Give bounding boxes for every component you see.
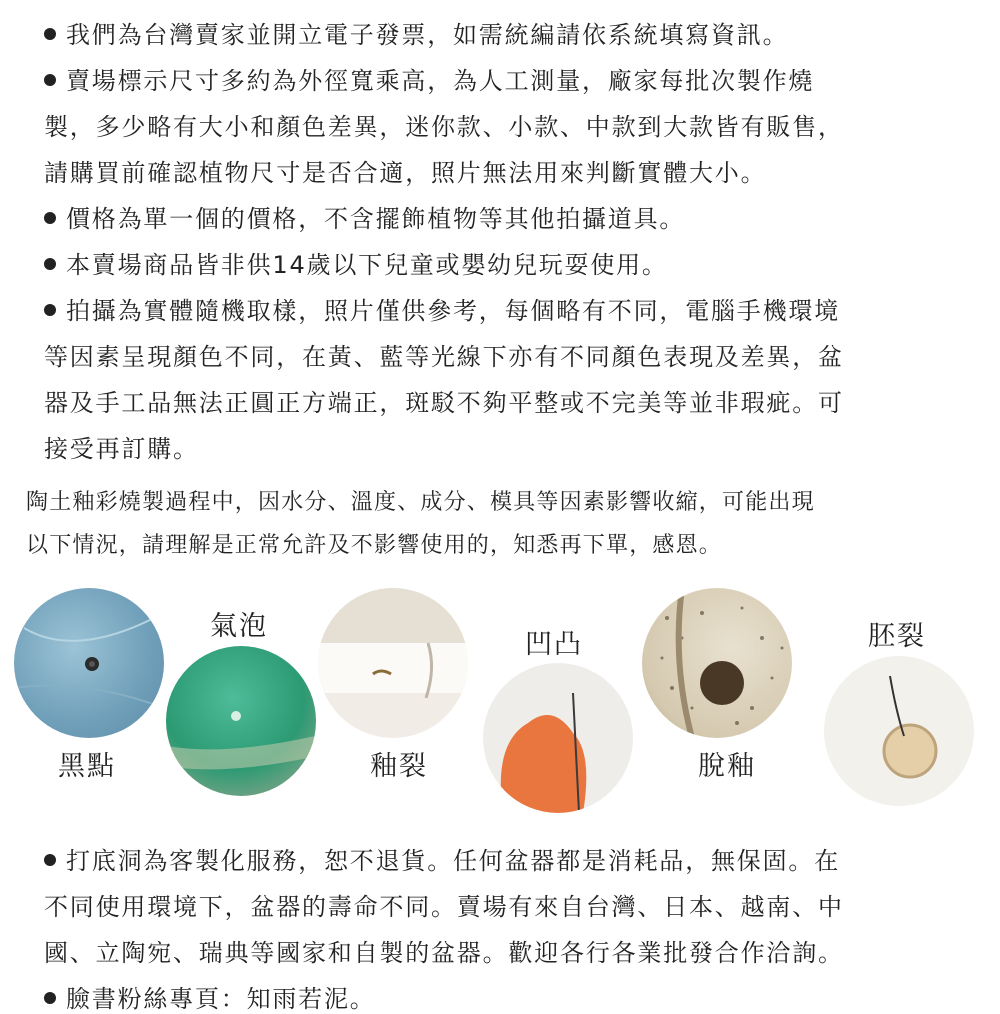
bullet-text: 價格為單一個的價格，不含擺飾植物等其他拍攝道具。 bbox=[66, 205, 686, 233]
bullet-age bbox=[44, 250, 668, 280]
body-crack-photo bbox=[824, 656, 974, 806]
dent-image bbox=[483, 663, 633, 813]
bullet-dot bbox=[44, 992, 56, 1004]
bullet-text: 國、立陶宛、瑞典等國家和自製的盆器。歡迎各行各業批發合作洽詢。 bbox=[44, 939, 844, 967]
bubble-photo bbox=[166, 646, 316, 796]
bullet-dot bbox=[44, 74, 56, 86]
bullet-size bbox=[44, 66, 814, 96]
bullet-price bbox=[44, 204, 685, 234]
bullet-size-cont-1 bbox=[44, 112, 844, 142]
bullet-drilling bbox=[44, 846, 840, 876]
bullet-dot bbox=[44, 212, 56, 224]
bullet-text: 等因素呈現顏色不同，在黃、藍等光線下亦有不同顏色表現及差異，盆 bbox=[44, 343, 844, 371]
black-spot-image bbox=[14, 588, 164, 738]
glaze-crack-image bbox=[318, 588, 468, 738]
dent-photo bbox=[483, 663, 633, 813]
bullet-dot bbox=[44, 304, 56, 316]
black-spot-photo bbox=[14, 588, 164, 738]
label-glaze-peel: 脫釉 bbox=[698, 751, 756, 782]
bullet-drilling-cont-1 bbox=[44, 892, 844, 922]
intro-line-2 bbox=[26, 531, 722, 561]
bullet-text: 賣場標示尺寸多約為外徑寬乘高，為人工測量，廠家每批次製作燒 bbox=[66, 67, 815, 95]
bullet-text: 器及手工品無法正圓正方端正，斑駁不夠平整或不完美等並非瑕疵。可 bbox=[44, 389, 844, 417]
label-bubble: 氣泡 bbox=[210, 611, 268, 642]
bullet-dot bbox=[44, 258, 56, 270]
label-glaze-crack: 釉裂 bbox=[370, 751, 428, 782]
intro-text: 陶土釉彩燒製過程中，因水分、溫度、成分、模具等因素影響收縮，可能出現 bbox=[26, 490, 815, 515]
bullet-text: 接受再訂購。 bbox=[44, 435, 199, 463]
label-black-spot: 黑點 bbox=[58, 751, 116, 782]
bullet-einvoice bbox=[44, 20, 788, 50]
bullet-drilling-cont-2 bbox=[44, 938, 844, 968]
intro-line-1 bbox=[26, 488, 815, 518]
bullet-text: 不同使用環境下，盆器的壽命不同。賣場有來自台灣、日本、越南、中 bbox=[44, 893, 844, 921]
bullet-text: 臉書粉絲專頁：知雨若泥。 bbox=[66, 985, 376, 1013]
label-dent: 凹凸 bbox=[525, 629, 583, 660]
bullet-photo-cont-2 bbox=[44, 388, 844, 418]
bullet-dot bbox=[44, 28, 56, 40]
label-body-crack: 胚裂 bbox=[868, 621, 926, 652]
bullet-size-cont-2 bbox=[44, 158, 766, 188]
bubble-image bbox=[166, 646, 316, 796]
glaze-peel-photo bbox=[642, 588, 792, 738]
bullet-photo bbox=[44, 296, 840, 326]
body-crack-image bbox=[824, 656, 974, 806]
bullet-facebook bbox=[44, 984, 376, 1014]
bullet-dot bbox=[44, 854, 56, 866]
bullet-text: 製，多少略有大小和顏色差異，迷你款、小款、中款到大款皆有販售， bbox=[44, 113, 844, 141]
bullet-text: 拍攝為實體隨機取樣，照片僅供參考，每個略有不同，電腦手機環境 bbox=[66, 297, 840, 325]
intro-text: 以下情況，請理解是正常允許及不影響使用的，知悉再下單，感恩。 bbox=[26, 533, 723, 558]
bullet-text: 我們為台灣賣家並開立電子發票，如需統編請依系統填寫資訊。 bbox=[66, 21, 789, 49]
bullet-photo-cont-3 bbox=[44, 434, 199, 464]
bullet-text: 本賣場商品皆非供14歲以下兒童或嬰幼兒玩耍使用。 bbox=[66, 251, 668, 279]
glaze-crack-photo bbox=[318, 588, 468, 738]
bullet-photo-cont-1 bbox=[44, 342, 844, 372]
bullet-text: 打底洞為客製化服務，恕不退貨。任何盆器都是消耗品，無保固。在 bbox=[66, 847, 840, 875]
bullet-text: 請購買前確認植物尺寸是否合適，照片無法用來判斷實體大小。 bbox=[44, 159, 767, 187]
glaze-peel-image bbox=[642, 588, 792, 738]
